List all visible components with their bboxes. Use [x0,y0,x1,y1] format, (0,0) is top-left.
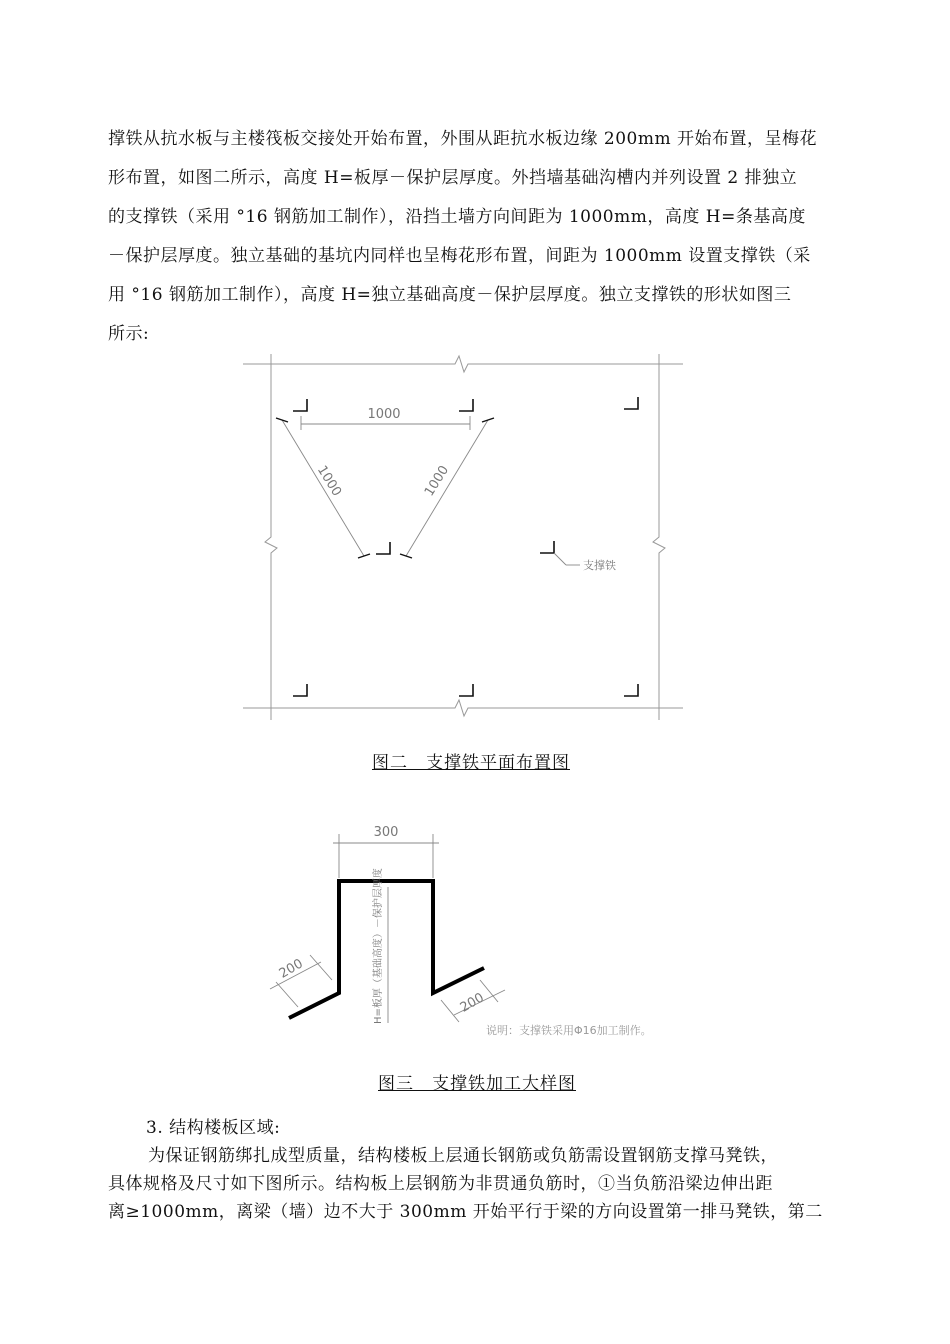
dimension-200-left-label: 200 [276,956,306,982]
support-iron-label: 支撑铁 [583,559,616,572]
text-line: 的支撑铁（采用 °16 钢筋加工制作），沿挡土墙方向间距为 1000mm，高度 H=条基高度 [108,207,806,227]
text-line: 所示: [108,324,150,344]
text-line: 为保证钢筋绑扎成型质量，结构楼板上层通长钢筋或负筋需设置钢筋支撑马凳铁， [148,1146,778,1166]
figure-2-caption: 图二 支撑铁平面布置图 [372,753,570,773]
dimension-top-label: 1000 [367,407,401,422]
material-note: 说明：支撑铁采用Φ16加工制作。 [486,1024,652,1037]
text-line: 离≥1000mm，离梁（墙）边不大于 300mm 开始平行于梁的方向设置第一排马凳铁，第二 [108,1202,823,1222]
figure-3-caption: 图三 支撑铁加工大样图 [378,1074,576,1094]
support-iron-shape [289,881,484,1018]
text-line: 用 °16 钢筋加工制作），高度 H=独立基础高度－保护层厚度。独立支撑铁的形状如图三 [108,285,792,305]
section-heading: 3. 结构楼板区域: [146,1118,281,1138]
height-label: H=板厚（基础高度）－保护层厚度 [373,868,384,1024]
dimension-right-label: 1000 [421,463,453,500]
text-line: 形布置，如图二所示，高度 H=板厚－保护层厚度。外挡墙基础沟槽内并列设置 2 排独立 [108,168,798,188]
dimension-left-label: 1000 [313,463,345,500]
dimension-300-label: 300 [373,825,399,840]
text-line: 具体规格及尺寸如下图所示。结构板上层钢筋为非贯通负筋时，①当负筋沿梁边伸出距 [108,1174,773,1194]
text-line: 撑铁从抗水板与主楼筏板交接处开始布置，外围从距抗水板边缘 200mm 开始布置，呈梅花 [108,129,817,149]
dimension-200-right-label: 200 [457,990,487,1016]
text-line: －保护层厚度。独立基础的基坑内同样也呈梅花形布置，间距为 1000mm 设置支撑铁（采 [108,246,811,266]
